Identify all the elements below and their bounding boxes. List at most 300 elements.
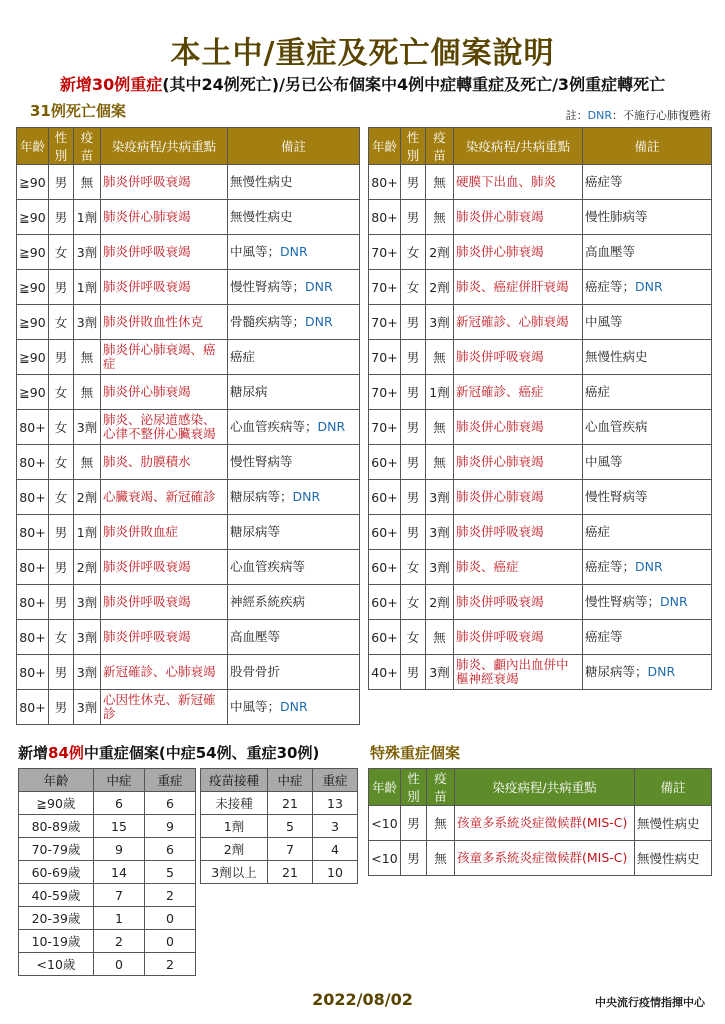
- case-row: [17, 690, 360, 725]
- dnr-tag: DNR: [647, 664, 676, 679]
- course-cell: 肺炎併呼吸衰竭: [101, 620, 228, 655]
- age-cell: 80+: [17, 515, 49, 550]
- summary-subtitle: [0, 72, 725, 95]
- course-cell: 硬膜下出血、肺炎: [454, 165, 583, 200]
- sex-cell: 女: [401, 550, 426, 585]
- remark-cell: [583, 445, 712, 480]
- moderate-count-cell: 0: [94, 953, 145, 976]
- column-header: 性別: [401, 128, 426, 165]
- table-row: [19, 930, 196, 953]
- report-date: 2022/08/02: [312, 990, 413, 1009]
- course-cell: 肺炎併心肺衰竭、癌症: [101, 340, 228, 375]
- sex-cell: 男: [401, 165, 426, 200]
- sex-cell: 女: [401, 585, 426, 620]
- sex-cell: 女: [49, 480, 74, 515]
- remark-text: 癌症: [585, 524, 611, 539]
- table-row: [201, 861, 358, 884]
- remark-text: 慢性腎病等；: [230, 279, 306, 294]
- age-cell: 70+: [369, 340, 401, 375]
- remark-text: 癌症等；: [585, 559, 636, 574]
- course-cell: 肺炎、顱內出血併中樞神經衰竭: [454, 655, 583, 690]
- column-header: 備註: [228, 128, 360, 165]
- remark-cell: [583, 270, 712, 305]
- sex-cell: 男: [49, 585, 74, 620]
- age-cell: <10: [369, 806, 401, 841]
- case-row: [369, 410, 712, 445]
- course-cell: 肺炎併心肺衰竭: [454, 480, 583, 515]
- vaccine-cell: 3劑: [74, 585, 101, 620]
- vaccine-cell: 2劑: [426, 235, 454, 270]
- remark-cell: [228, 270, 360, 305]
- vaccine-cell: 無: [74, 165, 101, 200]
- case-row: [17, 305, 360, 340]
- remark-cell: [228, 585, 360, 620]
- remark-cell: 無慢性病史: [635, 806, 712, 841]
- vaccine-cell: 3劑: [74, 305, 101, 340]
- remark-text: 糖尿病等: [230, 524, 281, 539]
- remark-cell: [228, 550, 360, 585]
- severe-count-cell: 0: [145, 930, 196, 953]
- vaccine-cell: 1劑: [74, 270, 101, 305]
- sex-cell: 男: [49, 655, 74, 690]
- vaccine-cell: 無: [427, 806, 455, 841]
- age-cell: ≧90: [17, 200, 49, 235]
- sex-cell: 男: [49, 515, 74, 550]
- remark-cell: [228, 690, 360, 725]
- sex-cell: 男: [401, 655, 426, 690]
- dnr-tag: DNR: [280, 244, 308, 259]
- dnr-tag: DNR: [280, 699, 308, 714]
- case-row: [369, 305, 712, 340]
- moderate-count-cell: 9: [94, 838, 145, 861]
- sex-cell: 男: [401, 410, 426, 445]
- case-row: [17, 200, 360, 235]
- case-row: [369, 585, 712, 620]
- table-row: [201, 815, 358, 838]
- sex-cell: 男: [49, 270, 74, 305]
- sex-cell: 男: [401, 515, 426, 550]
- remark-text: 骨髓疾病等；: [230, 314, 306, 329]
- moderate-count-cell: 21: [268, 792, 313, 815]
- moderate-count-cell: 7: [94, 884, 145, 907]
- remark-cell: [583, 585, 712, 620]
- remark-text: 高血壓等: [230, 629, 281, 644]
- vaccine-cell: 3劑: [426, 515, 454, 550]
- vaccine-cell: 1劑: [74, 200, 101, 235]
- case-row: [369, 515, 712, 550]
- age-group-cell: 10-19歲: [19, 930, 94, 953]
- age-group-cell: 60-69歲: [19, 861, 94, 884]
- moderate-count-cell: 21: [268, 861, 313, 884]
- course-cell: 肺炎併呼吸衰竭: [101, 270, 228, 305]
- vaccine-cell: 3劑: [74, 410, 101, 445]
- remark-cell: [228, 305, 360, 340]
- sex-cell: 男: [49, 165, 74, 200]
- course-cell: 肺炎併呼吸衰竭: [454, 515, 583, 550]
- case-row: [17, 375, 360, 410]
- sex-cell: 男: [49, 340, 74, 375]
- column-header: 年齡: [369, 128, 401, 165]
- course-cell: 肺炎併呼吸衰竭: [454, 340, 583, 375]
- vaccine-cell: 3劑: [74, 655, 101, 690]
- column-header: 重症: [313, 769, 358, 792]
- vaccine-cell: 2劑: [426, 270, 454, 305]
- severe-count-cell: 10: [313, 861, 358, 884]
- dnr-tag: DNR: [635, 559, 663, 574]
- subtitle-highlight: 30例重症: [91, 75, 163, 94]
- course-cell: 肺炎併敗血症: [101, 515, 228, 550]
- remark-text: 癌症等: [585, 174, 623, 189]
- sex-cell: 男: [49, 690, 74, 725]
- table-row: [19, 884, 196, 907]
- case-row: [369, 655, 712, 690]
- dnr-note-prefix: 註：: [565, 109, 588, 122]
- remark-cell: [583, 165, 712, 200]
- remark-cell: [583, 235, 712, 270]
- course-cell: 肺炎併敗血性休克: [101, 305, 228, 340]
- sex-cell: 男: [401, 375, 426, 410]
- remark-text: 癌症等；: [585, 279, 636, 294]
- age-cell: 60+: [369, 585, 401, 620]
- remark-cell: [583, 515, 712, 550]
- remark-cell: [583, 410, 712, 445]
- severe-vaccine-table: [200, 768, 358, 884]
- dnr-tag: DNR: [317, 419, 346, 434]
- case-row: [369, 235, 712, 270]
- age-cell: 70+: [369, 410, 401, 445]
- course-cell: 心因性休克、新冠確診: [101, 690, 228, 725]
- severe-count-cell: 9: [145, 815, 196, 838]
- age-cell: 70+: [369, 375, 401, 410]
- course-cell: 肺炎併呼吸衰竭: [101, 550, 228, 585]
- remark-text: 糖尿病等；: [585, 664, 648, 679]
- dnr-tag: DNR: [292, 489, 321, 504]
- age-cell: ≧90: [17, 270, 49, 305]
- special-section-heading: 特殊重症個案: [370, 744, 461, 762]
- remark-text: 慢性肺病等: [585, 209, 648, 224]
- remark-text: 股骨骨折: [230, 664, 281, 679]
- case-row: [369, 165, 712, 200]
- dnr-note-term: DNR: [587, 109, 612, 122]
- moderate-count-cell: 6: [94, 792, 145, 815]
- course-cell: 孩童多系統炎症徵候群(MIS-C): [455, 841, 635, 876]
- vaccine-cell: 3劑: [426, 655, 454, 690]
- vaccine-cell: 2劑: [74, 550, 101, 585]
- vaccine-cell: 2劑: [426, 585, 454, 620]
- age-cell: 80+: [17, 655, 49, 690]
- column-header: 疫苗接種: [201, 769, 268, 792]
- case-row: [369, 550, 712, 585]
- remark-text: 中風等；: [230, 244, 281, 259]
- vaccine-cell: 無: [426, 620, 454, 655]
- vaccine-cell: 3劑: [74, 620, 101, 655]
- vaccine-cell: 無: [74, 340, 101, 375]
- case-row: [17, 165, 360, 200]
- sex-cell: 女: [49, 235, 74, 270]
- sex-cell: 女: [49, 375, 74, 410]
- age-cell: ≧90: [17, 340, 49, 375]
- severe-heading-num: 84例: [48, 744, 84, 762]
- remark-cell: [583, 655, 712, 690]
- remark-text: 糖尿病等；: [230, 489, 293, 504]
- vaccine-cell: 無: [426, 445, 454, 480]
- course-cell: 肺炎、癌症併肝衰竭: [454, 270, 583, 305]
- vaccine-cell: 無: [74, 375, 101, 410]
- age-cell: 40+: [369, 655, 401, 690]
- course-cell: 肺炎併呼吸衰竭: [454, 585, 583, 620]
- age-cell: <10: [369, 841, 401, 876]
- death-table-left-header: [17, 128, 360, 165]
- remark-cell: [228, 480, 360, 515]
- case-row: [17, 270, 360, 305]
- age-group-cell: 80-89歲: [19, 815, 94, 838]
- sex-cell: 女: [49, 445, 74, 480]
- column-header: 疫苗: [427, 769, 455, 806]
- sex-cell: 女: [49, 620, 74, 655]
- special-case-row: [369, 806, 712, 841]
- case-row: [17, 480, 360, 515]
- remark-text: 神經系統疾病: [230, 594, 306, 609]
- age-cell: ≧90: [17, 375, 49, 410]
- course-cell: 新冠確診、心肺衰竭: [454, 305, 583, 340]
- column-header: 中症: [268, 769, 313, 792]
- remark-text: 慢性腎病等: [585, 489, 648, 504]
- remark-text: 無慢性病史: [230, 174, 293, 189]
- severe-section-heading: [18, 742, 319, 763]
- case-row: [369, 270, 712, 305]
- column-header: 染疫病程/共病重點: [101, 128, 228, 165]
- issuing-organization: 中央流行疫情指揮中心: [595, 996, 705, 1009]
- course-cell: 肺炎併心肺衰竭: [101, 200, 228, 235]
- severe-age-header: [19, 769, 196, 792]
- death-table-left: [16, 127, 360, 725]
- severe-count-cell: 2: [145, 884, 196, 907]
- vaccine-cell: 1劑: [426, 375, 454, 410]
- vaccine-cell: 3劑: [426, 480, 454, 515]
- special-cases-header: [369, 769, 712, 806]
- remark-cell: [228, 515, 360, 550]
- case-row: [17, 235, 360, 270]
- subtitle-prefix: 新增: [59, 75, 92, 94]
- death-section-heading: 31例死亡個案: [30, 102, 126, 120]
- vaccine-status-cell: 2劑: [201, 838, 268, 861]
- sex-cell: 男: [401, 445, 426, 480]
- sex-cell: 男: [401, 340, 426, 375]
- age-cell: ≧90: [17, 235, 49, 270]
- age-group-cell: ≧90歲: [19, 792, 94, 815]
- page-title: 本土中/重症及死亡個案說明: [170, 36, 555, 71]
- remark-cell: 無慢性病史: [635, 841, 712, 876]
- remark-text: 中風等: [585, 454, 623, 469]
- course-cell: 肺炎併呼吸衰竭: [454, 620, 583, 655]
- course-cell: 肺炎併心肺衰竭: [454, 445, 583, 480]
- sex-cell: 女: [401, 235, 426, 270]
- remark-cell: [583, 480, 712, 515]
- remark-cell: [228, 445, 360, 480]
- table-row: [19, 953, 196, 976]
- special-case-row: [369, 841, 712, 876]
- case-row: [369, 445, 712, 480]
- age-cell: 70+: [369, 270, 401, 305]
- vaccine-cell: 無: [426, 340, 454, 375]
- death-table-right: [368, 127, 712, 690]
- age-cell: 60+: [369, 550, 401, 585]
- age-cell: 70+: [369, 305, 401, 340]
- table-row: [19, 907, 196, 930]
- remark-cell: [228, 620, 360, 655]
- age-cell: 80+: [17, 480, 49, 515]
- age-cell: 80+: [17, 690, 49, 725]
- course-cell: 肺炎併心肺衰竭: [101, 375, 228, 410]
- case-row: [369, 200, 712, 235]
- column-header: 中症: [94, 769, 145, 792]
- remark-cell: [228, 375, 360, 410]
- course-cell: 肺炎、癌症: [454, 550, 583, 585]
- table-row: [19, 815, 196, 838]
- remark-text: 心血管疾病等；: [230, 419, 318, 434]
- severe-count-cell: 5: [145, 861, 196, 884]
- case-row: [17, 515, 360, 550]
- column-header: 染疫病程/共病重點: [455, 769, 635, 806]
- column-header: 年齡: [17, 128, 49, 165]
- vaccine-cell: 無: [426, 200, 454, 235]
- course-cell: 肺炎併心肺衰竭: [454, 410, 583, 445]
- age-cell: ≧90: [17, 305, 49, 340]
- remark-text: 無慢性病史: [230, 209, 293, 224]
- dnr-tag: DNR: [305, 314, 333, 329]
- column-header: 疫苗: [426, 128, 454, 165]
- table-row: [19, 861, 196, 884]
- death-table-right-header: [369, 128, 712, 165]
- case-row: [17, 655, 360, 690]
- table-row: [201, 838, 358, 861]
- sex-cell: 男: [49, 550, 74, 585]
- moderate-count-cell: 14: [94, 861, 145, 884]
- case-row: [17, 585, 360, 620]
- dnr-tag: DNR: [660, 594, 688, 609]
- course-cell: 肺炎併心肺衰竭: [454, 235, 583, 270]
- special-cases-table: [368, 768, 712, 876]
- remark-cell: [583, 620, 712, 655]
- sex-cell: 女: [401, 620, 426, 655]
- remark-cell: [228, 235, 360, 270]
- dnr-note: [566, 107, 711, 123]
- severe-count-cell: 3: [313, 815, 358, 838]
- remark-text: 無慢性病史: [585, 349, 648, 364]
- course-cell: 肺炎併呼吸衰竭: [101, 235, 228, 270]
- case-row: [369, 480, 712, 515]
- column-header: 染疫病程/共病重點: [454, 128, 583, 165]
- column-header: 重症: [145, 769, 196, 792]
- vaccine-cell: 1劑: [74, 515, 101, 550]
- remark-text: 糖尿病: [230, 384, 268, 399]
- remark-cell: [583, 305, 712, 340]
- case-row: [17, 550, 360, 585]
- column-header: 年齡: [369, 769, 401, 806]
- column-header: 年齡: [19, 769, 94, 792]
- remark-text: 高血壓等: [585, 244, 636, 259]
- sex-cell: 男: [401, 200, 426, 235]
- age-group-cell: <10歲: [19, 953, 94, 976]
- remark-text: 心血管疾病等: [230, 559, 306, 574]
- remark-cell: [583, 550, 712, 585]
- vaccine-cell: 2劑: [74, 480, 101, 515]
- column-header: 疫苗: [74, 128, 101, 165]
- table-row: [201, 792, 358, 815]
- age-group-cell: 40-59歲: [19, 884, 94, 907]
- age-cell: 80+: [17, 620, 49, 655]
- age-cell: 60+: [369, 445, 401, 480]
- age-cell: 80+: [17, 445, 49, 480]
- dnr-tag: DNR: [635, 279, 663, 294]
- vaccine-cell: 3劑: [74, 235, 101, 270]
- remark-text: 心血管疾病: [585, 419, 648, 434]
- course-cell: 肺炎、泌尿道感染、心律不整併心臟衰竭: [101, 410, 228, 445]
- age-cell: 80+: [369, 200, 401, 235]
- sex-cell: 女: [401, 270, 426, 305]
- remark-text: 慢性腎病等: [230, 454, 293, 469]
- moderate-count-cell: 2: [94, 930, 145, 953]
- sex-cell: 男: [401, 480, 426, 515]
- remark-cell: [583, 200, 712, 235]
- dnr-note-suffix: ：不施行心肺復甦術: [612, 109, 711, 122]
- severe-count-cell: 6: [145, 838, 196, 861]
- case-row: [17, 340, 360, 375]
- sex-cell: 女: [49, 305, 74, 340]
- column-header: 備註: [635, 769, 712, 806]
- remark-text: 慢性腎病等；: [585, 594, 661, 609]
- severe-count-cell: 2: [145, 953, 196, 976]
- severe-count-cell: 13: [313, 792, 358, 815]
- table-row: [19, 838, 196, 861]
- age-cell: 60+: [369, 620, 401, 655]
- sex-cell: 男: [401, 841, 427, 876]
- vaccine-cell: 無: [426, 165, 454, 200]
- course-cell: 肺炎、肋膜積水: [101, 445, 228, 480]
- age-cell: 60+: [369, 515, 401, 550]
- moderate-count-cell: 1: [94, 907, 145, 930]
- remark-cell: [228, 200, 360, 235]
- vaccine-cell: 3劑: [74, 690, 101, 725]
- remark-cell: [228, 655, 360, 690]
- age-cell: ≧90: [17, 165, 49, 200]
- remark-text: 癌症: [230, 349, 256, 364]
- course-cell: 新冠確診、癌症: [454, 375, 583, 410]
- severe-count-cell: 0: [145, 907, 196, 930]
- moderate-count-cell: 5: [268, 815, 313, 838]
- dnr-tag: DNR: [305, 279, 333, 294]
- age-cell: 80+: [17, 585, 49, 620]
- age-cell: 80+: [17, 410, 49, 445]
- moderate-count-cell: 7: [268, 838, 313, 861]
- remark-cell: [228, 340, 360, 375]
- age-cell: 60+: [369, 480, 401, 515]
- sex-cell: 男: [401, 806, 427, 841]
- age-cell: 80+: [369, 165, 401, 200]
- course-cell: 肺炎併心肺衰竭: [454, 200, 583, 235]
- remark-text: 中風等: [585, 314, 623, 329]
- age-group-cell: 20-39歲: [19, 907, 94, 930]
- case-row: [17, 410, 360, 445]
- column-header: 性別: [49, 128, 74, 165]
- sex-cell: 女: [49, 410, 74, 445]
- severe-heading-pre: 新增: [18, 744, 49, 762]
- severe-count-cell: 4: [313, 838, 358, 861]
- case-row: [17, 445, 360, 480]
- column-header: 性別: [401, 769, 427, 806]
- severe-vaccine-header: [201, 769, 358, 792]
- vaccine-cell: 無: [426, 410, 454, 445]
